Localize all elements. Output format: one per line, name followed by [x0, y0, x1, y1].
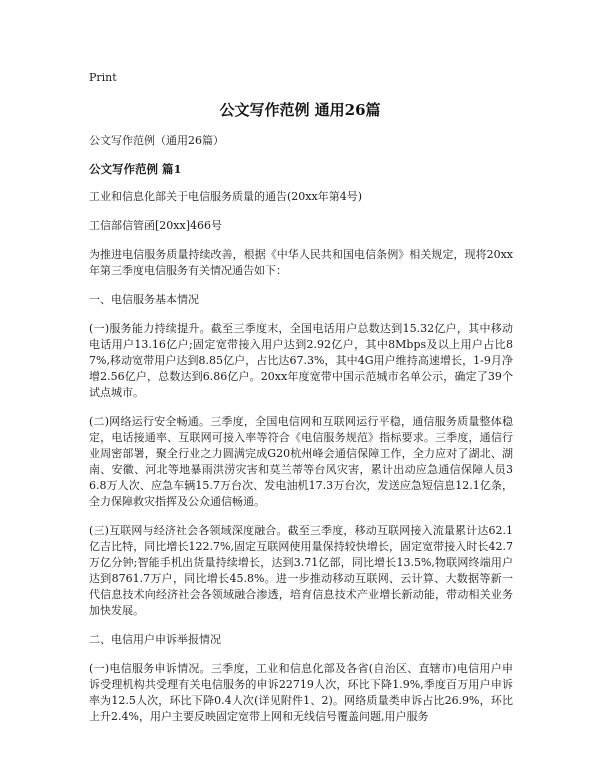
intro-paragraph: 为推进电信服务质量持续改善，根据《中华人民共和国电信条例》相关规定，现将20xx年第三季度电信服务有关情况通告如下： [89, 248, 513, 277]
print-link[interactable]: Print [89, 71, 117, 84]
paragraph-network-operation: (二)网络运行安全畅通。三季度，全国电信网和互联网运行平稳，通信服务质量整体稳定，电话接通率、互联网可接入率等符合《电信服务规范》指标要求。三季度，通信行业周密部署，聚全行业之力圆满完成G20杭州峰会通信保障工作，全力应对了湖北、湖南、安徽、河北等地暴雨洪涝灾害和莫兰蒂等台风灾害，累计出动应急通信保障人员36.8万人次、应急车辆15.7万台次、发电油机17.3万台次，发送应急短信息12.1亿条，全力保障救灾指挥及公众通信畅通。 [89, 415, 513, 508]
notice-title: 工业和信息化部关于电信服务质量的通告(20xx年第4号) [89, 190, 362, 203]
document-subtitle: 公文写作范例（通用26篇） [89, 134, 224, 147]
heading-complaints: 二、电信用户申诉举报情况 [89, 633, 221, 646]
paragraph-internet-integration: (三)互联网与经济社会各领域深度融合。截至三季度，移动互联网接入流量累计达62.1亿吉比特，同比增长122.7%,固定互联网使用量保持较快增长，固定宽带接入时长42.7万亿分钟;智能手机出货量持续增长，达到3.71亿部，同比增长13.5%,物联网终端用户达到8761.7万户，同比增长45.8%。进一步推动移动互联网、云计算、大数据等新一代信息技术向经济社会各领域融合渗透，培育信息技术产业增长新动能，带动相关业务加快发展。 [89, 524, 513, 617]
document-title: 公文写作范例 通用26篇 [219, 101, 381, 119]
document-body [89, 133, 513, 737]
heading-basic-situation: 一、电信服务基本情况 [89, 293, 199, 306]
section-heading: 公文写作范例 篇1 [89, 162, 182, 176]
paragraph-service-complaints: (一)电信服务申诉情况。三季度，工业和信息化部及各省(自治区、直辖市)电信用户申诉受理机构共受理有关电信服务的申诉22719人次，环比下降1.9%,季度百万用户申诉率为12.5人次，环比下降0.4人次(详见附件1、2)。网络质量类申诉占比26.9%，环比上升2.4%，用户主要反映固定宽带上网和无线信号覆盖问题,用户服务 [89, 662, 513, 723]
document-number: 工信部信管函[20xx]466号 [89, 219, 222, 232]
paragraph-service-capacity: (一)服务能力持续提升。截至三季度末，全国电话用户总数达到15.32亿户，其中移动电话用户13.16亿户;固定宽带接入用户达到2.92亿户，其中8Mbps及以上用户占比87%,移动宽带用户达到8.85亿户，占比达67.3%，其中4G用户维持高速增长，1-9月净增2.56亿户，总数达到6.86亿户。20xx年度宽带中国示范城市名单公示，确定了39个试点城市。 [89, 322, 513, 399]
